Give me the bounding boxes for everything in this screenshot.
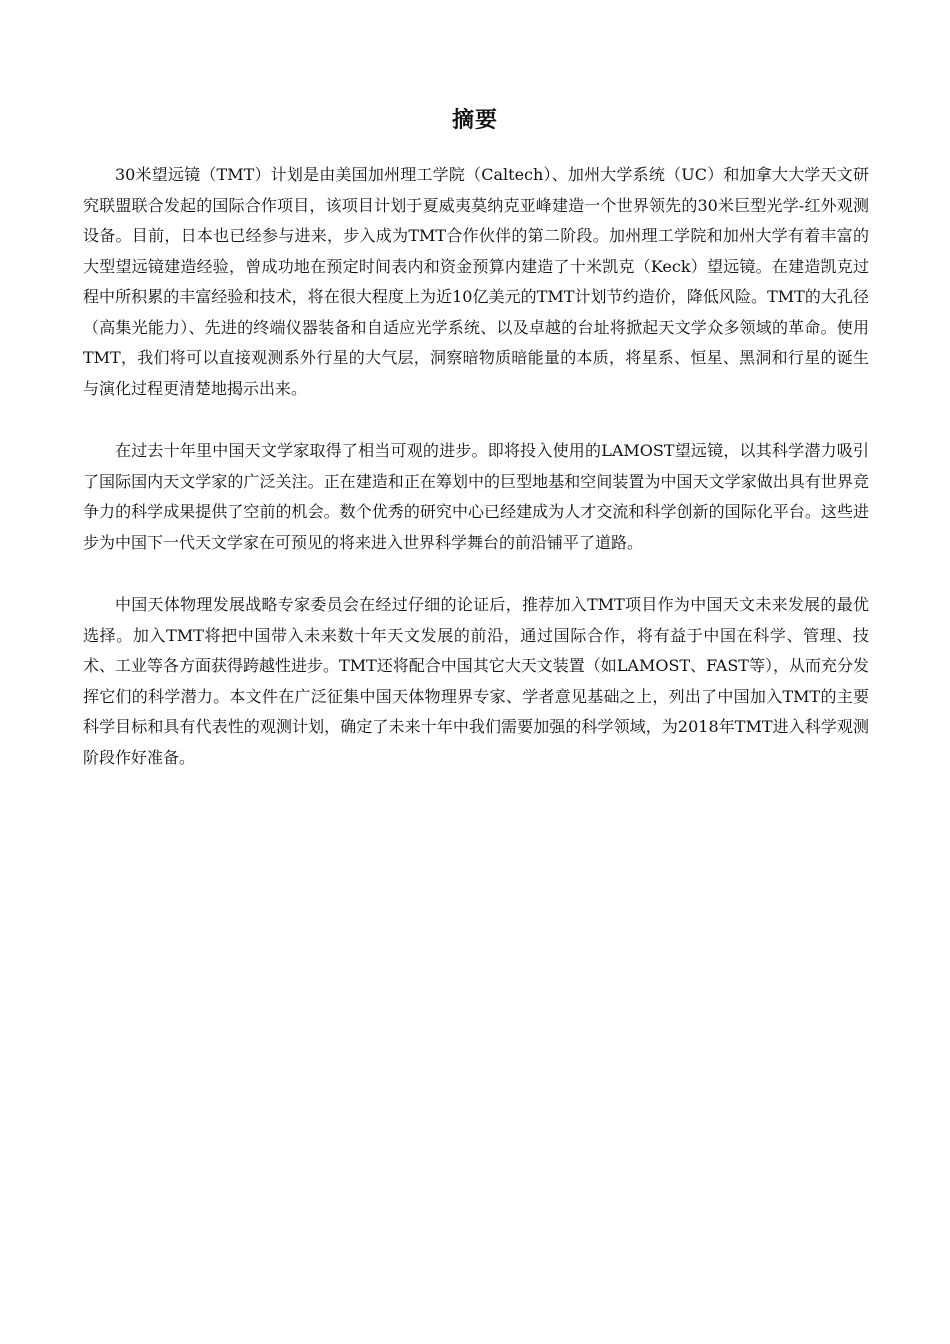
abstract-paragraph-3: 中国天体物理发展战略专家委员会在经过仔细的论证后，推荐加入TMT项目作为中国天文未来发展的最优选择。加入TMT将把中国带入未来数十年天文发展的前沿，通过国际合作，将有益于中国在科学、管理、技术、工业等各方面获得跨越性进步。TMT还将配合中国其它大天文装置（如LAMOST、FAST等），从而充分发挥它们的科学潜力。本文件在广泛征集中国天体物理界专家、学者意见基础之上，列出了中国加入TMT的主要科学目标和具有代表性的观测计划，确定了未来十年中我们需要加强的科学领域，为2018年TMT进入科学观测阶段作好准备。 xyxy=(83,595,869,767)
page-title: 摘要 xyxy=(451,107,498,133)
abstract-body xyxy=(83,160,869,805)
abstract-paragraph-1: 30米望远镜（TMT）计划是由美国加州理工学院（Caltech）、加州大学系统（UC）和加拿大大学天文研究联盟联合发起的国际合作项目，该项目计划于夏威夷莫纳克亚峰建造一个世界领先的30米巨型光学-红外观测设备。目前，日本也已经参与进来，步入成为TMT合作伙伴的第二阶段。加州理工学院和加州大学有着丰富的大型望远镜建造经验，曾成功地在预定时间表内和资金预算内建造了十米凯克（Keck）望远镜。在建造凯克过程中所积累的丰富经验和技术，将在很大程度上为近10亿美元的TMT计划节约造价，降低风险。TMT的大孔径（高集光能力）、先进的终端仪器装备和自适应光学系统、以及卓越的台址将掀起天文学众多领域的革命。使用TMT，我们将可以直接观测系外行星的大气层，洞察暗物质暗能量的本质，将星系、恒星、黑洞和行星的诞生与演化过程更清楚地揭示出来。 xyxy=(83,165,869,398)
abstract-paragraph-2: 在过去十年里中国天文学家取得了相当可观的进步。即将投入使用的LAMOST望远镜，以其科学潜力吸引了国际国内天文学家的广泛关注。正在建造和正在筹划中的巨型地基和空间装置为中国天文学家做出具有世界竞争力的科学成果提供了空前的机会。数个优秀的研究中心已经建成为人才交流和科学创新的国际化平台。这些进步为中国下一代天文学家在可预见的将来进入世界科学舞台的前沿铺平了道路。 xyxy=(83,441,869,552)
